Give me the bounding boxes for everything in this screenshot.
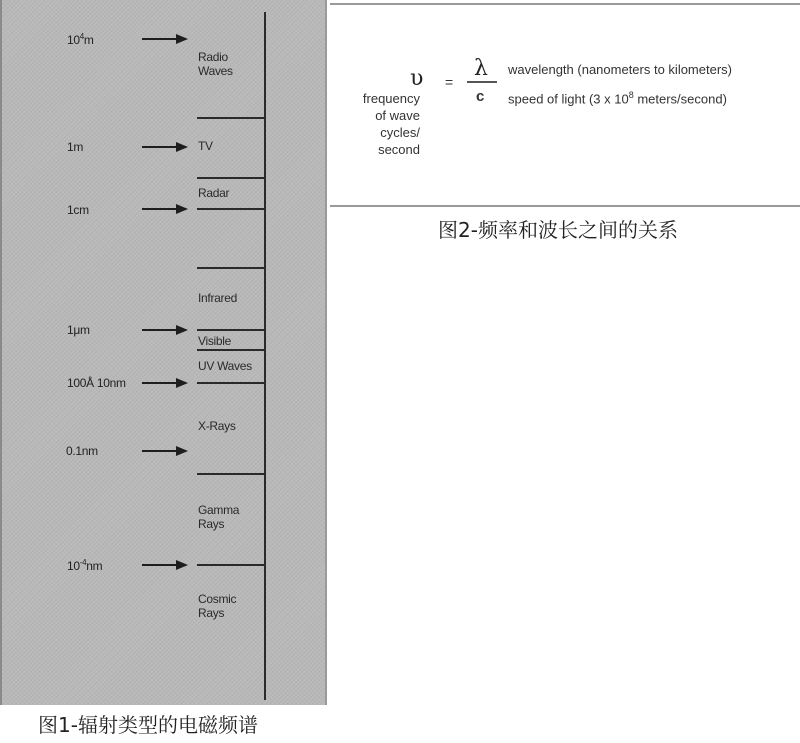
arrow-icon: [142, 450, 186, 452]
arrow-icon: [142, 146, 186, 148]
wavelength-label: 1m: [67, 140, 84, 154]
band-divider: [197, 117, 265, 119]
arrow-icon: [142, 208, 186, 210]
band-uv-waves: UV Waves: [198, 359, 252, 373]
em-spectrum-panel: [0, 0, 327, 705]
equals-sign: =: [445, 74, 454, 90]
frequency-label: frequency of wave cycles/ second: [362, 91, 420, 157]
arrow-icon: [142, 38, 186, 40]
fraction-bar: [467, 81, 497, 83]
figure2-caption: 图2-频率和波长之间的关系: [438, 218, 678, 242]
band-visible: Visible: [198, 334, 232, 348]
band-divider: [197, 177, 265, 179]
arrow-icon: [142, 329, 186, 331]
band-divider: [197, 382, 265, 384]
band-cosmic-rays: Cosmic Rays: [198, 592, 237, 620]
band-divider: [197, 564, 265, 566]
bottom-rule: [330, 205, 800, 207]
band-divider: [197, 473, 265, 475]
wavelength-label: 1cm: [67, 203, 89, 217]
top-rule: [330, 3, 800, 5]
arrow-icon: [142, 382, 186, 384]
speed-of-light-description: speed of light (3 x $10^8$ meters/second): [508, 90, 727, 107]
wavelength-description: wavelength (nanometers to kilometers): [508, 62, 732, 77]
band-x-rays: X-Rays: [198, 419, 236, 433]
arrow-icon: [142, 564, 186, 566]
c-symbol: c: [476, 88, 485, 105]
band-divider: [197, 329, 265, 331]
band-divider: [197, 267, 265, 269]
frequency-symbol: υ: [410, 66, 424, 91]
spectrum-axis-line: [264, 12, 266, 700]
wavelength-label: 0.1nm: [66, 444, 98, 458]
band-radar: Radar: [198, 186, 230, 200]
wavelength-label: 1μm: [67, 323, 90, 337]
band-radio-waves: Radio Waves: [198, 50, 233, 78]
wavelength-label: 100Å 10nm: [67, 376, 126, 390]
band-gamma-rays: Gamma Rays: [198, 503, 240, 531]
wavelength-label: $10^4m$: [67, 32, 94, 47]
band-infrared: Infrared: [198, 291, 237, 305]
figure1-caption: 图1-辐射类型的电磁频谱: [38, 713, 258, 737]
wavelength-label: $10^{-4}nm$: [67, 558, 103, 573]
band-divider: [197, 208, 265, 210]
lambda-symbol: λ: [474, 56, 488, 81]
band-tv: TV: [198, 139, 213, 153]
band-divider: [197, 349, 265, 351]
